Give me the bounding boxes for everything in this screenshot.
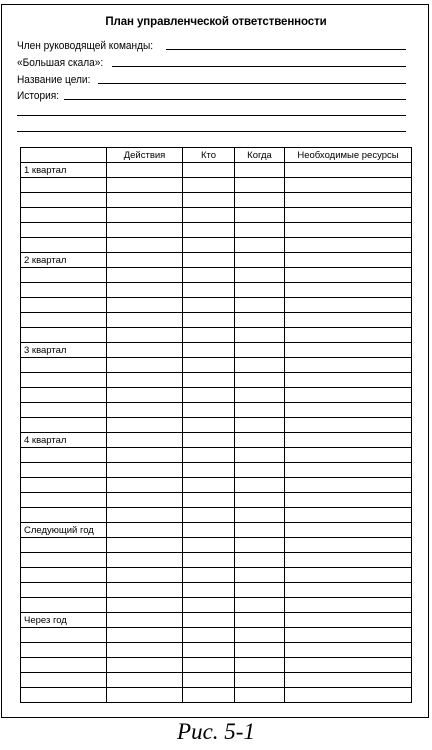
table-cell[interactable]	[21, 388, 107, 403]
table-cell[interactable]	[285, 163, 412, 178]
table-cell[interactable]	[285, 268, 412, 283]
table-cell[interactable]	[235, 433, 285, 448]
table-cell[interactable]	[235, 343, 285, 358]
table-row	[21, 583, 412, 598]
table-cell[interactable]	[107, 553, 183, 568]
section-row	[21, 253, 412, 268]
table-cell[interactable]	[285, 568, 412, 583]
table-cell[interactable]	[183, 433, 235, 448]
table-cell[interactable]	[285, 508, 412, 523]
table-cell[interactable]	[235, 658, 285, 673]
header-resources: Необходимые ресурсы	[285, 148, 412, 163]
table-cell[interactable]	[183, 403, 235, 418]
table-cell[interactable]	[285, 643, 412, 658]
field-label: Член руководящей команды:	[17, 40, 154, 52]
table-cell[interactable]	[285, 238, 412, 253]
table-row	[21, 238, 412, 253]
table-cell[interactable]	[183, 448, 235, 463]
table-cell[interactable]	[285, 208, 412, 223]
history-extra-line[interactable]	[17, 115, 406, 116]
table-cell[interactable]	[285, 538, 412, 553]
table-cell[interactable]	[285, 583, 412, 598]
table-row	[21, 208, 412, 223]
table-cell[interactable]	[107, 568, 183, 583]
table-cell[interactable]	[107, 478, 183, 493]
table-cell[interactable]	[285, 523, 412, 538]
table-row	[21, 388, 412, 403]
table-cell[interactable]	[235, 388, 285, 403]
table-cell[interactable]	[235, 253, 285, 268]
table-cell[interactable]	[183, 598, 235, 613]
table-cell[interactable]	[21, 403, 107, 418]
table-cell[interactable]	[21, 673, 107, 688]
table-cell[interactable]	[183, 523, 235, 538]
header-when: Когда	[235, 148, 285, 163]
field-history	[17, 88, 406, 102]
section-row	[21, 433, 412, 448]
table-cell[interactable]	[183, 313, 235, 328]
section-label: 2 квартал	[21, 253, 107, 268]
table-row	[21, 283, 412, 298]
table-cell[interactable]	[235, 283, 285, 298]
table-cell[interactable]	[107, 628, 183, 643]
table-cell[interactable]	[183, 508, 235, 523]
table-cell[interactable]	[285, 628, 412, 643]
table-cell[interactable]	[235, 238, 285, 253]
table-cell[interactable]	[107, 358, 183, 373]
table-cell[interactable]	[183, 613, 235, 628]
table-cell[interactable]	[183, 208, 235, 223]
table-cell[interactable]	[235, 418, 285, 433]
table-cell[interactable]	[107, 298, 183, 313]
table-cell[interactable]	[107, 523, 183, 538]
table-cell[interactable]	[183, 268, 235, 283]
table-cell[interactable]	[21, 283, 107, 298]
section-label: Через год	[21, 613, 107, 628]
table-cell[interactable]	[107, 673, 183, 688]
table-cell[interactable]	[107, 598, 183, 613]
table-cell[interactable]	[21, 298, 107, 313]
table-cell[interactable]	[285, 673, 412, 688]
table-cell[interactable]	[235, 628, 285, 643]
table-cell[interactable]	[107, 493, 183, 508]
table-cell[interactable]	[235, 448, 285, 463]
table-cell[interactable]	[235, 568, 285, 583]
table-cell[interactable]	[107, 418, 183, 433]
table-cell[interactable]	[21, 418, 107, 433]
table-cell[interactable]	[21, 178, 107, 193]
table-cell[interactable]	[107, 313, 183, 328]
table-cell[interactable]	[183, 538, 235, 553]
table-cell[interactable]	[21, 688, 107, 703]
table-cell[interactable]	[285, 418, 412, 433]
section-label: 4 квартал	[21, 433, 107, 448]
table-cell[interactable]	[107, 253, 183, 268]
table-cell[interactable]	[183, 583, 235, 598]
table-cell[interactable]	[21, 448, 107, 463]
header-blank	[21, 148, 107, 163]
table-cell[interactable]	[107, 283, 183, 298]
table-cell[interactable]	[21, 358, 107, 373]
table-cell[interactable]	[285, 613, 412, 628]
table-cell[interactable]	[21, 313, 107, 328]
table-row	[21, 463, 412, 478]
table-cell[interactable]	[21, 568, 107, 583]
table-cell[interactable]	[183, 223, 235, 238]
section-label: 3 квартал	[21, 343, 107, 358]
table-cell[interactable]	[183, 238, 235, 253]
table-cell[interactable]	[235, 478, 285, 493]
table-row	[21, 223, 412, 238]
table-cell[interactable]	[107, 388, 183, 403]
table-cell[interactable]	[21, 553, 107, 568]
table-cell[interactable]	[183, 283, 235, 298]
table-cell[interactable]	[183, 253, 235, 268]
table-cell[interactable]	[183, 373, 235, 388]
table-cell[interactable]	[235, 508, 285, 523]
table-cell[interactable]	[107, 373, 183, 388]
table-body	[21, 163, 412, 703]
table-cell[interactable]	[235, 538, 285, 553]
field-line[interactable]	[98, 83, 406, 84]
table-cell[interactable]	[235, 643, 285, 658]
table-cell[interactable]	[21, 598, 107, 613]
table-cell[interactable]	[183, 658, 235, 673]
table-cell[interactable]	[285, 298, 412, 313]
table-cell[interactable]	[183, 193, 235, 208]
table-cell[interactable]	[183, 418, 235, 433]
table-cell[interactable]	[235, 553, 285, 568]
table-cell[interactable]	[107, 208, 183, 223]
table-cell[interactable]	[21, 658, 107, 673]
table-cell[interactable]	[285, 688, 412, 703]
table-cell[interactable]	[285, 223, 412, 238]
table-cell[interactable]	[235, 298, 285, 313]
table-cell[interactable]	[21, 643, 107, 658]
figure-caption: Рис. 5-1	[177, 719, 255, 744]
table-cell[interactable]	[183, 628, 235, 643]
table-row	[21, 673, 412, 688]
table-cell[interactable]	[21, 223, 107, 238]
table-cell[interactable]	[235, 493, 285, 508]
table-cell[interactable]	[107, 163, 183, 178]
table-cell[interactable]	[235, 613, 285, 628]
field-label: Название цели:	[17, 74, 91, 86]
table-cell[interactable]	[183, 343, 235, 358]
table-cell[interactable]	[285, 193, 412, 208]
table-cell[interactable]	[285, 313, 412, 328]
table-cell[interactable]	[285, 358, 412, 373]
table-cell[interactable]	[107, 508, 183, 523]
history-extra-line[interactable]	[17, 131, 406, 132]
table-cell[interactable]	[235, 583, 285, 598]
table-cell[interactable]	[183, 673, 235, 688]
table-row	[21, 313, 412, 328]
table-cell[interactable]	[21, 478, 107, 493]
field-line[interactable]	[112, 66, 406, 67]
field-label: «Большая скала»:	[17, 57, 104, 69]
table-cell[interactable]	[107, 583, 183, 598]
table-cell[interactable]	[235, 163, 285, 178]
table-cell[interactable]	[285, 463, 412, 478]
table-row	[21, 478, 412, 493]
table-cell[interactable]	[107, 238, 183, 253]
table-row	[21, 643, 412, 658]
table-cell[interactable]	[235, 208, 285, 223]
table-cell[interactable]	[285, 433, 412, 448]
table-cell[interactable]	[107, 643, 183, 658]
table-cell[interactable]	[107, 658, 183, 673]
table-cell[interactable]	[235, 598, 285, 613]
table-cell[interactable]	[235, 223, 285, 238]
table-cell[interactable]	[285, 253, 412, 268]
table-cell[interactable]	[21, 583, 107, 598]
table-cell[interactable]	[21, 328, 107, 343]
table-cell[interactable]	[285, 553, 412, 568]
table-row	[21, 598, 412, 613]
table-cell[interactable]	[285, 328, 412, 343]
table-row	[21, 553, 412, 568]
table-row	[21, 628, 412, 643]
table-cell[interactable]	[285, 178, 412, 193]
table-row	[21, 373, 412, 388]
table-cell[interactable]	[183, 358, 235, 373]
table-cell[interactable]	[183, 163, 235, 178]
table-row	[21, 418, 412, 433]
table-cell[interactable]	[235, 373, 285, 388]
table-cell[interactable]	[285, 373, 412, 388]
table-row	[21, 268, 412, 283]
section-label: Следующий год	[21, 523, 107, 538]
table-cell[interactable]	[285, 658, 412, 673]
table-cell[interactable]	[183, 388, 235, 403]
table-cell[interactable]	[21, 508, 107, 523]
table-cell[interactable]	[235, 688, 285, 703]
table-row	[21, 538, 412, 553]
table-cell[interactable]	[235, 673, 285, 688]
table-row	[21, 328, 412, 343]
table-cell[interactable]	[285, 478, 412, 493]
section-row	[21, 343, 412, 358]
table-cell[interactable]	[107, 448, 183, 463]
table-cell[interactable]	[285, 598, 412, 613]
section-row	[21, 613, 412, 628]
table-cell[interactable]	[183, 328, 235, 343]
table-cell[interactable]	[107, 463, 183, 478]
table-cell[interactable]	[235, 358, 285, 373]
table-cell[interactable]	[285, 403, 412, 418]
table-cell[interactable]	[21, 193, 107, 208]
table-cell[interactable]	[21, 208, 107, 223]
table-cell[interactable]	[107, 538, 183, 553]
field-big-rock	[17, 55, 406, 69]
table-cell[interactable]	[107, 223, 183, 238]
table-cell[interactable]	[107, 193, 183, 208]
table-row	[21, 688, 412, 703]
table-cell[interactable]	[21, 628, 107, 643]
table-cell[interactable]	[235, 313, 285, 328]
table-cell[interactable]	[235, 403, 285, 418]
field-line[interactable]	[166, 49, 406, 50]
table-cell[interactable]	[183, 298, 235, 313]
table-cell[interactable]	[235, 328, 285, 343]
table-cell[interactable]	[183, 553, 235, 568]
table-cell[interactable]	[183, 493, 235, 508]
table-cell[interactable]	[107, 433, 183, 448]
form-title: План управленческой ответственности	[105, 16, 327, 28]
field-label: История:	[17, 90, 60, 102]
table-row	[21, 568, 412, 583]
table-cell[interactable]	[285, 283, 412, 298]
table-cell[interactable]	[183, 178, 235, 193]
table-cell[interactable]	[183, 568, 235, 583]
field-goal-name	[17, 72, 406, 86]
table-cell[interactable]	[21, 238, 107, 253]
table-row	[21, 193, 412, 208]
table-cell[interactable]	[183, 643, 235, 658]
section-row	[21, 523, 412, 538]
table-row	[21, 298, 412, 313]
table-cell[interactable]	[285, 448, 412, 463]
table-cell[interactable]	[285, 343, 412, 358]
plan-table	[20, 147, 411, 703]
table-cell[interactable]	[235, 178, 285, 193]
table-row	[21, 403, 412, 418]
table-row	[21, 178, 412, 193]
table-header-row	[21, 148, 412, 163]
table-cell[interactable]	[107, 328, 183, 343]
table-cell[interactable]	[235, 268, 285, 283]
table-row	[21, 448, 412, 463]
table-cell[interactable]	[107, 343, 183, 358]
table-cell[interactable]	[235, 523, 285, 538]
field-line[interactable]	[64, 99, 406, 100]
section-row	[21, 163, 412, 178]
table-row	[21, 508, 412, 523]
table-cell[interactable]	[183, 463, 235, 478]
table-cell[interactable]	[107, 268, 183, 283]
table-cell[interactable]	[285, 493, 412, 508]
table-row	[21, 358, 412, 373]
table-cell[interactable]	[21, 268, 107, 283]
table-cell[interactable]	[183, 688, 235, 703]
field-team-member	[17, 38, 406, 52]
table-cell[interactable]	[107, 688, 183, 703]
table-cell[interactable]	[21, 538, 107, 553]
table-cell[interactable]	[21, 463, 107, 478]
section-label: 1 квартал	[21, 163, 107, 178]
table-cell[interactable]	[21, 373, 107, 388]
header-actions: Действия	[107, 148, 183, 163]
table-row	[21, 658, 412, 673]
table-cell[interactable]	[285, 388, 412, 403]
header-who: Кто	[183, 148, 235, 163]
table-cell[interactable]	[235, 463, 285, 478]
table-cell[interactable]	[107, 613, 183, 628]
table-cell[interactable]	[21, 493, 107, 508]
table-row	[21, 493, 412, 508]
table-cell[interactable]	[183, 478, 235, 493]
table-cell[interactable]	[235, 193, 285, 208]
table-cell[interactable]	[107, 178, 183, 193]
table-cell[interactable]	[107, 403, 183, 418]
